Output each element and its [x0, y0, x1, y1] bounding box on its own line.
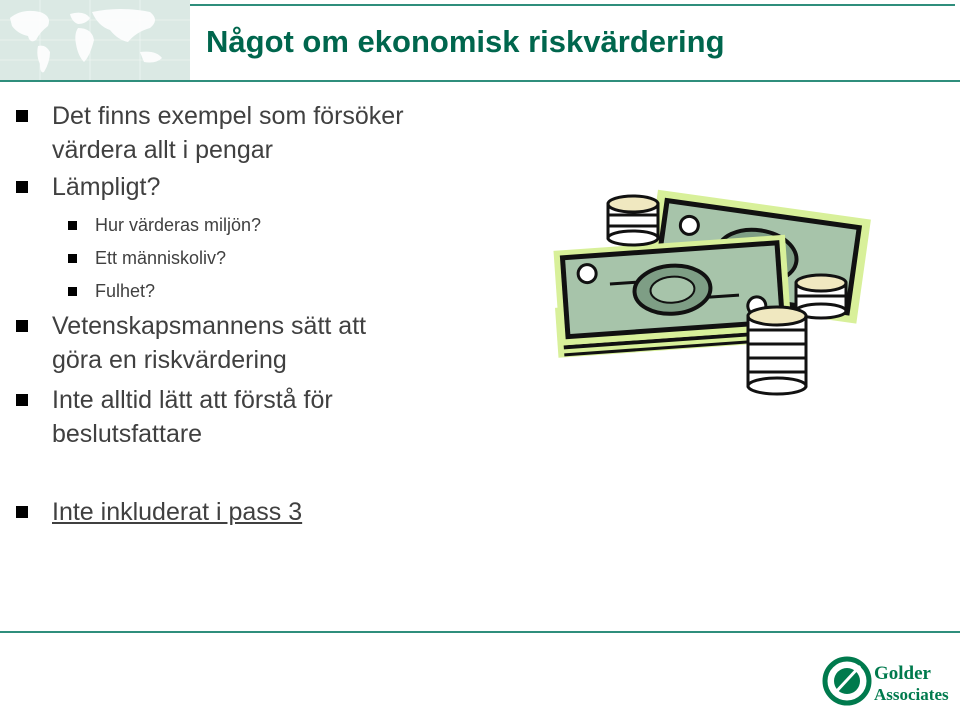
- bullet-text: värdera allt i pengar: [52, 136, 273, 164]
- logo-line1: Golder: [874, 663, 931, 684]
- footer-separator: [0, 631, 960, 633]
- sub-bullet-text: Hur värderas miljön?: [95, 215, 262, 235]
- bullet-text: Det finns exempel som försöker: [52, 102, 404, 130]
- bullet-text: göra en riskvärdering: [52, 346, 287, 374]
- sub-bullet-text: Fulhet?: [95, 281, 156, 301]
- sub-bullet-text: Ett människoliv?: [95, 248, 227, 268]
- header-separator: [0, 80, 960, 82]
- slide-title: Något om ekonomisk riskvärdering: [206, 24, 725, 59]
- square-bullet-icon: [16, 506, 28, 518]
- golder-logo: [822, 654, 956, 708]
- square-bullet-icon: [68, 221, 77, 230]
- world-map-icon: [0, 0, 190, 80]
- square-bullet-icon: [16, 394, 28, 406]
- pass3-link[interactable]: Inte inkluderat i pass 3: [52, 498, 303, 526]
- header-rule: [190, 4, 955, 6]
- bullet-text: Inte alltid lätt att förstå för: [52, 386, 333, 414]
- bullet-text: Vetenskapsmannens sätt att: [52, 312, 367, 340]
- bullet-text: Lämpligt?: [52, 173, 161, 201]
- logo-line2: Associates: [874, 685, 949, 704]
- bullet-text: beslutsfattare: [52, 420, 203, 448]
- money-icon: [548, 188, 878, 403]
- square-bullet-icon: [68, 254, 77, 263]
- square-bullet-icon: [16, 110, 28, 122]
- square-bullet-icon: [16, 320, 28, 332]
- square-bullet-icon: [16, 181, 28, 193]
- square-bullet-icon: [68, 287, 77, 296]
